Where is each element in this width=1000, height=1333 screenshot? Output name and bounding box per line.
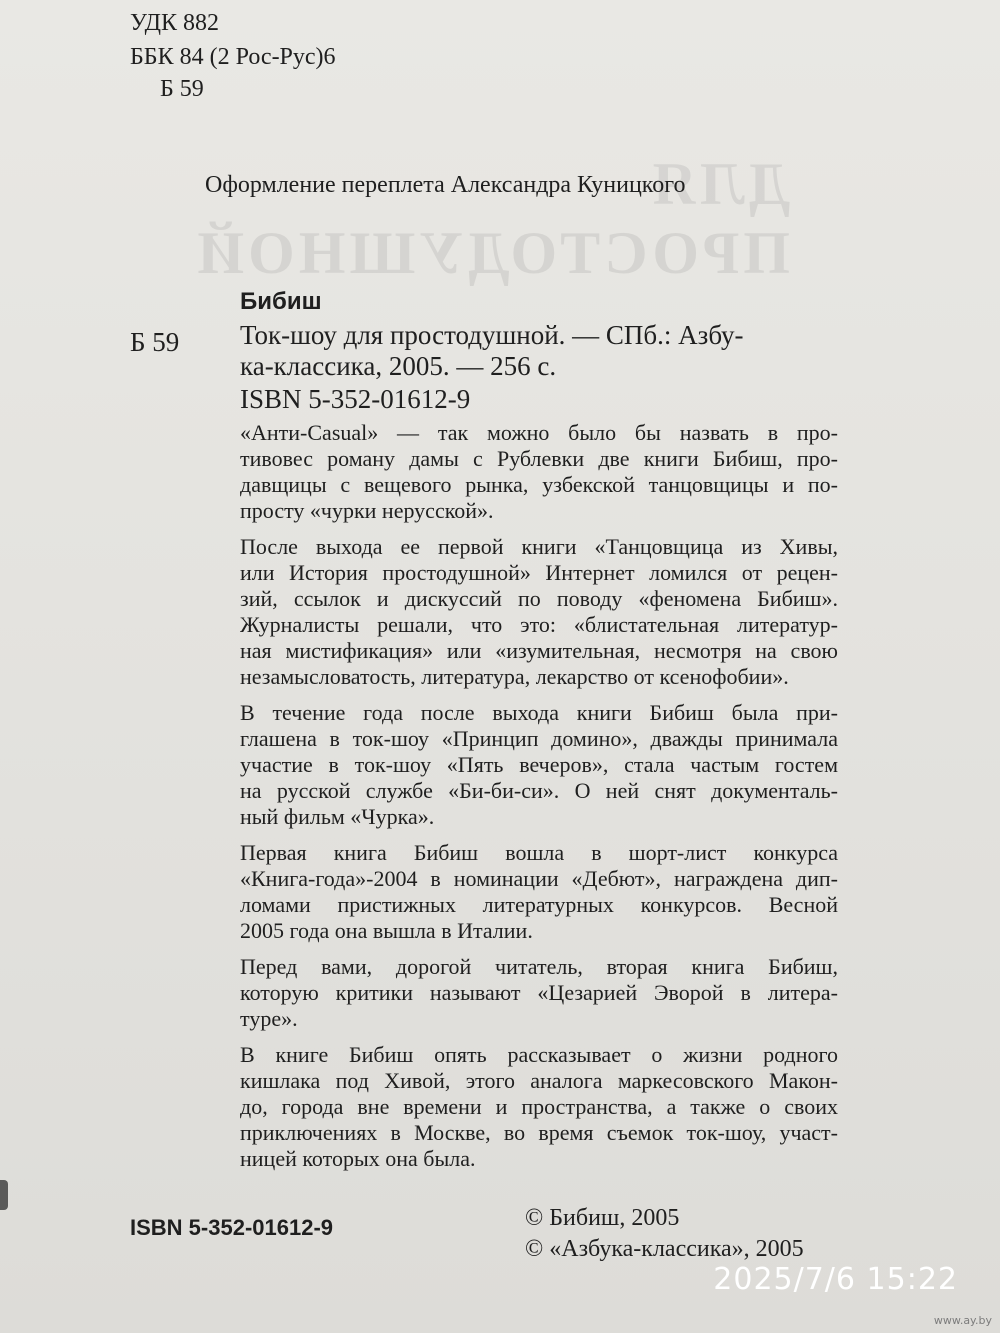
text-line: ная мистификация» или «изумительная, несмотря на свою bbox=[240, 638, 838, 663]
annotation-text bbox=[240, 420, 838, 1182]
text-line: ный фильм «Чурка». bbox=[240, 804, 435, 829]
text-line: которую критики называют «Цезарией Эворой в литера- bbox=[240, 980, 838, 1005]
text-line: давщицы с вещевого рынка, узбекской танцовщицы и по- bbox=[240, 472, 838, 497]
udk-code: УДК 882 bbox=[130, 10, 219, 36]
text-line: Перед вами, дорогой читатель, вторая книга Бибиш, bbox=[240, 954, 838, 979]
entry-line-2: ка-классика, 2005. — 256 с. bbox=[240, 351, 557, 381]
annotation-paragraph-3 bbox=[240, 700, 838, 830]
entry-line-1: Ток-шоу для простодушной. — СПб.: Азбу- bbox=[240, 320, 744, 350]
text-line: В течение года после выхода книги Бибиш была при- bbox=[240, 700, 838, 725]
annotation-paragraph-5 bbox=[240, 954, 838, 1032]
text-line: туре». bbox=[240, 1006, 298, 1031]
text-line: ницей которых она была. bbox=[240, 1146, 476, 1171]
author-mark-top: Б 59 bbox=[160, 76, 204, 102]
text-line: или История простодушной» Интернет ломился от рецен- bbox=[240, 560, 838, 585]
isbn-footer: ISBN 5-352-01612-9 bbox=[130, 1215, 334, 1240]
annotation-paragraph-4 bbox=[240, 840, 838, 944]
annotation-paragraph-1 bbox=[240, 420, 838, 524]
bibliographic-entry bbox=[240, 320, 840, 382]
mirrored-ghost-text: ДЛЯ ПРОСТОДУШНОЙ bbox=[193, 151, 790, 286]
text-line: незамысловатость, литература, лекарство от ксенофобии». bbox=[240, 664, 789, 689]
cover-design-credit: Оформление переплета Александра Куницкого bbox=[205, 172, 686, 198]
copyright-author: © Бибиш, 2005 bbox=[525, 1205, 680, 1231]
photo-timestamp: 2025/7/6 15:22 bbox=[713, 1262, 958, 1297]
copyright-publisher: © «Азбука-классика», 2005 bbox=[525, 1236, 804, 1262]
author-name: Бибиш bbox=[240, 288, 322, 315]
text-line: просту «чурки нерусской». bbox=[240, 498, 494, 523]
text-line: глашена в ток-шоу «Принцип домино», дважды принимала bbox=[240, 726, 838, 751]
author-mark-side: Б 59 bbox=[130, 327, 180, 357]
text-line: Первая книга Бибиш вошла в шорт-лист конкурса bbox=[240, 840, 838, 865]
text-line: В книге Бибиш опять рассказывает о жизни родного bbox=[240, 1042, 838, 1067]
annotation-paragraph-2 bbox=[240, 534, 838, 690]
text-line: «Книга-года»-2004 в номинации «Дебют», награждена дип- bbox=[240, 866, 838, 891]
text-line: зий, ссылок и дискуссий по поводу «феномена Бибиш». bbox=[240, 586, 838, 611]
text-line: «Анти-Casual» — так можно было бы назвать в про- bbox=[240, 420, 838, 445]
text-line: ломами пристижных литературных конкурсов. Весной bbox=[240, 892, 838, 917]
text-line: на русской службе «Би-би-си». О ней снят документаль- bbox=[240, 778, 838, 803]
text-line: тивовес роману дамы с Рублевки две книги Бибиш, про- bbox=[240, 446, 838, 471]
isbn-entry: ISBN 5-352-01612-9 bbox=[240, 384, 471, 414]
text-line: 2005 года она вышла в Италии. bbox=[240, 918, 533, 943]
text-line: участие в ток-шоу «Пять вечеров», стала частым гостем bbox=[240, 752, 838, 777]
show-through-text bbox=[150, 150, 790, 286]
text-line: Журналисты решали, что это: «блистательная литератур- bbox=[240, 612, 838, 637]
text-line: приключениях в Москве, во время съемок ток-шоу, участ- bbox=[240, 1120, 838, 1145]
finger-edge bbox=[0, 1180, 8, 1210]
bbk-code: ББК 84 (2 Рос-Рус)6 bbox=[130, 44, 336, 70]
text-line: После выхода ее первой книги «Танцовщица из Хивы, bbox=[240, 534, 838, 559]
text-line: кишлака под Хивой, этого аналога маркесовского Макон- bbox=[240, 1068, 838, 1093]
annotation-paragraph-6 bbox=[240, 1042, 838, 1172]
watermark: www.ay.by bbox=[933, 1314, 992, 1327]
text-line: до, города вне времени и пространства, а также о своих bbox=[240, 1094, 838, 1119]
